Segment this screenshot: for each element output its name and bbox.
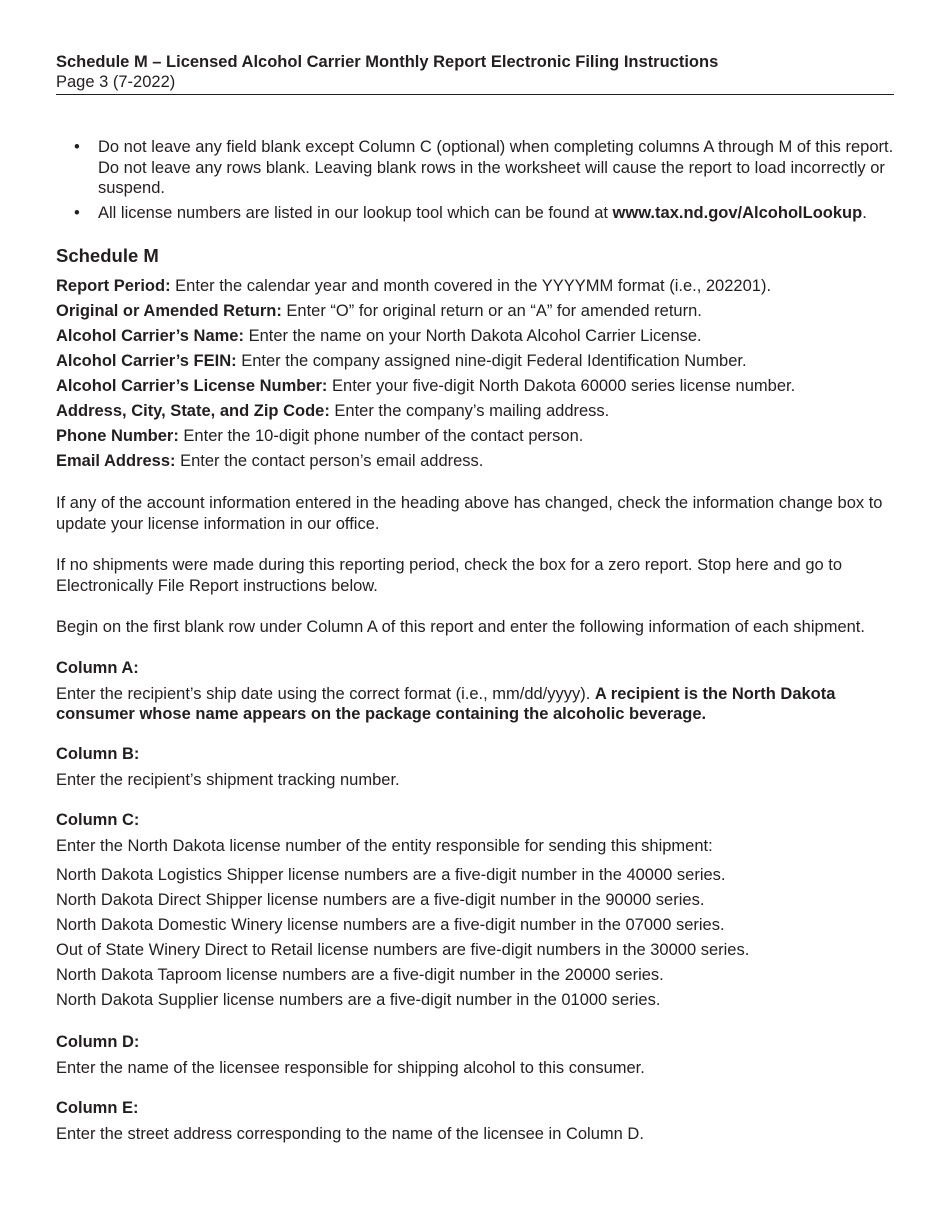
column-e-title: Column E: xyxy=(56,1099,139,1117)
bullet-tail: . xyxy=(862,203,867,222)
page-number: Page 3 (7-2022) xyxy=(56,73,176,91)
field-text: Enter the 10-digit phone number of the contact person. xyxy=(178,427,584,445)
column-a-title: Column A: xyxy=(56,659,139,677)
column-b-title: Column B: xyxy=(56,745,140,763)
field-text: Enter the company assigned nine-digit Federal Identification Number. xyxy=(236,352,747,370)
lookup-link[interactable]: www.tax.nd.gov/AlcoholLookup xyxy=(612,203,863,222)
field-label: Alcohol Carrier’s FEIN: xyxy=(56,352,237,370)
bullet-icon: • xyxy=(74,203,80,222)
field-label: Email Address: xyxy=(56,452,176,470)
column-c-section xyxy=(56,810,894,1015)
column-c-title: Column C: xyxy=(56,811,140,829)
column-a-section xyxy=(56,658,894,725)
field-label: Alcohol Carrier’s License Number: xyxy=(56,377,328,395)
field-label: Original or Amended Return: xyxy=(56,302,282,320)
field-label: Phone Number: xyxy=(56,427,179,445)
field-address xyxy=(56,401,894,426)
field-label: Report Period: xyxy=(56,277,171,295)
column-d-text: Enter the name of the licensee responsible for shipping alcohol to this consumer. xyxy=(56,1058,645,1077)
column-e-section xyxy=(56,1098,894,1144)
field-text: Enter the calendar year and month covered in the YYYYMM format (i.e., 202201). xyxy=(170,277,772,295)
field-text: Enter your five-digit North Dakota 60000 series license number. xyxy=(327,377,796,395)
field-text: Enter “O” for original return or an “A” for amended return. xyxy=(281,302,702,320)
field-license-number xyxy=(56,376,894,401)
paragraph-info-change: If any of the account information entered in the heading above has changed, check the information change box to update your license information in our office. xyxy=(56,494,883,533)
bullet-text: Do not leave any field blank except Column C (optional) when completing columns A through M of this report. Do not leave any rows blank. Leaving blank rows in the worksheet will cause the report to load incorrectly or suspend. xyxy=(98,138,894,197)
column-a-desc: Enter the recipient’s ship date using the correct format (i.e., mm/dd/yyyy). xyxy=(56,684,595,703)
field-label: Address, City, State, and Zip Code: xyxy=(56,402,330,420)
field-text: Enter the contact person’s email address. xyxy=(175,452,484,470)
column-b-section xyxy=(56,744,894,790)
bullet-item xyxy=(56,203,894,224)
bullet-icon: • xyxy=(74,138,80,156)
column-c-text: Enter the North Dakota license number of the entity responsible for sending this shipment: xyxy=(56,836,713,855)
field-text: Enter the company’s mailing address. xyxy=(329,402,610,420)
license-series-list xyxy=(56,865,894,1015)
list-item: North Dakota Direct Shipper license numbers are a five-digit number in the 90000 series. xyxy=(56,891,705,909)
bullet-text: All license numbers are listed in our lookup tool which can be found at xyxy=(98,203,613,222)
paragraph-begin: Begin on the first blank row under Column A of this report and enter the following information of each shipment. xyxy=(56,618,865,636)
bullet-item xyxy=(56,137,894,199)
document-title: Schedule M – Licensed Alcohol Carrier Monthly Report Electronic Filing Instructions xyxy=(56,53,719,71)
column-d-section xyxy=(56,1032,894,1078)
column-a-text xyxy=(56,684,894,725)
column-a-note: A recipient is the North Dakota consumer whose name appears on the package containing the alcoholic beverage. xyxy=(56,684,836,723)
field-original-amended xyxy=(56,301,894,326)
field-carrier-name xyxy=(56,326,894,351)
field-text: Enter the name on your North Dakota Alcohol Carrier License. xyxy=(243,327,702,345)
list-item: North Dakota Logistics Shipper license numbers are a five-digit number in the 40000 series. xyxy=(56,866,726,884)
column-e-text: Enter the street address corresponding to the name of the licensee in Column D. xyxy=(56,1124,644,1143)
field-carrier-fein xyxy=(56,351,894,376)
paragraph-zero-report: If no shipments were made during this reporting period, check the box for a zero report. Stop here and go to Electronically File Report instructions below. xyxy=(56,556,843,595)
list-item: North Dakota Domestic Winery license numbers are a five-digit number in the 07000 series. xyxy=(56,916,725,934)
page-header xyxy=(56,52,894,95)
field-email xyxy=(56,451,894,476)
column-d-title: Column D: xyxy=(56,1033,140,1051)
list-item: North Dakota Taproom license numbers are a five-digit number in the 20000 series. xyxy=(56,966,664,984)
field-label: Alcohol Carrier’s Name: xyxy=(56,327,244,345)
field-phone xyxy=(56,426,894,451)
list-item: Out of State Winery Direct to Retail license numbers are five-digit numbers in the 30000 series. xyxy=(56,941,750,959)
column-b-text: Enter the recipient’s shipment tracking number. xyxy=(56,770,400,789)
section-title: Schedule M xyxy=(56,245,159,266)
list-item: North Dakota Supplier license numbers are a five-digit number in the 01000 series. xyxy=(56,991,661,1009)
instruction-bullets xyxy=(56,137,894,227)
field-report-period xyxy=(56,276,894,301)
field-instructions xyxy=(56,276,894,476)
